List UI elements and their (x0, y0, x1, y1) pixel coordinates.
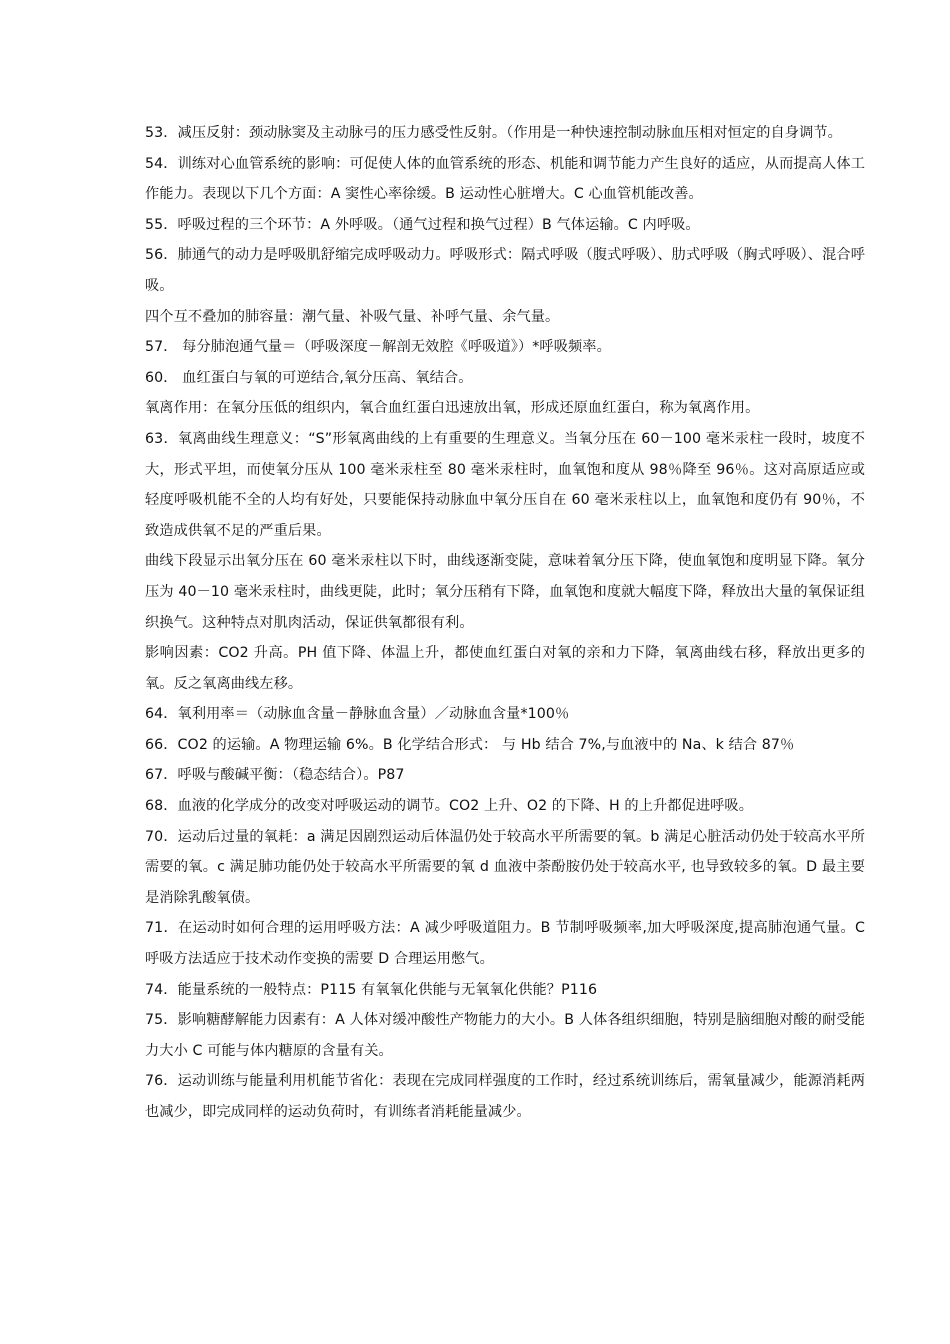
paragraph-oxygen-dissociation: 氧离作用：在氧分压低的组织内，氧合血红蛋白迅速放出氧，形成还原血红蛋白，称为氧离作用。 (145, 400, 760, 417)
paragraph-70: 70．运动后过量的氧耗：a 满足因剧烈运动后体温仍处于较高水平所需要的氧。b 满足心脏活动仍处于较高水平所需要的氧。c 满足肺功能仍处于较高水平所需要的氧 d 血液中荼酚胺仍处于较高水平, 也导致较多的氧。D 最主要是消除乳酸氧债。 (145, 828, 865, 906)
paragraph-factors: 影响因素：CO2 升高。PH 值下降、体温上升，都使血红蛋白对氧的亲和力下降，氧离曲线右移，释放出更多的氧。反之氧离曲线左移。 (145, 645, 865, 692)
paragraph-76: 76．运动训练与能量利用机能节省化：表现在完成同样强度的工作时，经过系统训练后，需氧量减少，能源消耗两也减少，即完成同样的运动负荷时，有训练者消耗能量减少。 (145, 1073, 865, 1120)
paragraph-60: 60． 血红蛋白与氧的可逆结合,氧分压高、氧结合。 (145, 369, 473, 386)
paragraph-67: 67．呼吸与酸碱平衡：（稳态结合）。P87 (145, 767, 405, 784)
paragraph-57: 57． 每分肺泡通气量＝（呼吸深度－解剖无效腔《呼吸道》）*呼吸频率。 (145, 339, 611, 356)
paragraph-75: 75．影响糖酵解能力因素有：A 人体对缓冲酸性产物能力的大小。B 人体各组织细胞，特别是脑细胞对酸的耐受能力大小 C 可能与体内糖原的含量有关。 (145, 1012, 865, 1059)
paragraph-74: 74．能量系统的一般特点：P115 有氧氧化供能与无氧氧化供能？P116 (145, 981, 598, 998)
paragraph-64: 64．氧利用率＝（动脉血含量－静脉血含量）／动脉血含量*100％ (145, 706, 570, 723)
paragraph-56: 56．肺通气的动力是呼吸肌舒缩完成呼吸动力。呼吸形式：隔式呼吸（腹式呼吸）、肋式呼吸（胸式呼吸）、混合呼吸。 (145, 247, 865, 294)
paragraph-68: 68．血液的化学成分的改变对呼吸运动的调节。CO2 上升、O2 的下降、H 的上升都促进呼吸。 (145, 798, 753, 815)
paragraph-71: 71．在运动时如何合理的运用呼吸方法：A 减少呼吸道阻力。B 节制呼吸频率,加大呼吸深度,提高肺泡通气量。C 呼吸方法适应于技术动作变换的需要 D 合理运用憋气。 (145, 920, 865, 968)
paragraph-54: 54．训练对心血管系统的影响：可促使人体的血管系统的形态、机能和调节能力产生良好的适应，从而提高人体工作能力。表现以下几个方面：A 窦性心率徐缓。B 运动性心脏增大。C 心血管机能改善。 (145, 155, 865, 203)
paragraph-curve-lower: 曲线下段显示出氧分压在 60 毫米汞柱以下时，曲线逐渐变陡，意味着氧分压下降，使血氧饱和度明显下降。氧分压为 40－10 毫米汞柱时，曲线更陡，此时；氧分压稍有下降，血氧饱和度就大幅度下降，释放出大量的氧保证组织换气。这种特点对肌肉活动，保证供氧都很有利。 (145, 553, 865, 631)
paragraph-66: 66．CO2 的运输。A 物理运输 6%。B 化学结合形式： 与 Hb 结合 7%,与血液中的 Na、k 结合 87％ (145, 736, 795, 753)
paragraph-55: 55．呼吸过程的三个环节：A 外呼吸。（通气过程和换气过程）B 气体运输。C 内呼吸。 (145, 216, 700, 233)
paragraph-63: 63．氧离曲线生理意义：“S”形氧离曲线的上有重要的生理意义。当氧分压在 60－100 毫米汞柱一段时，坡度不大，形式平坦，而使氧分压从 100 毫米汞柱至 80 毫米汞柱时，血氧饱和度从 98％降至 96％。这对高原适应或轻度呼吸机能不全的人均有好处，只要能保持动脉血中氧分压自在 60 毫米汞柱以上，血氧饱和度仍有 90％，不致造成供氧不足的严重后果。 (145, 430, 865, 539)
paragraph-53: 53．减压反射：颈动脉窦及主动脉弓的压力感受性反射。（作用是一种快速控制动脉血压相对恒定的自身调节。 (145, 125, 842, 141)
paragraph-lung-volumes: 四个互不叠加的肺容量：潮气量、补吸气量、补呼气量、余气量。 (145, 308, 560, 325)
document-body (145, 118, 865, 1128)
